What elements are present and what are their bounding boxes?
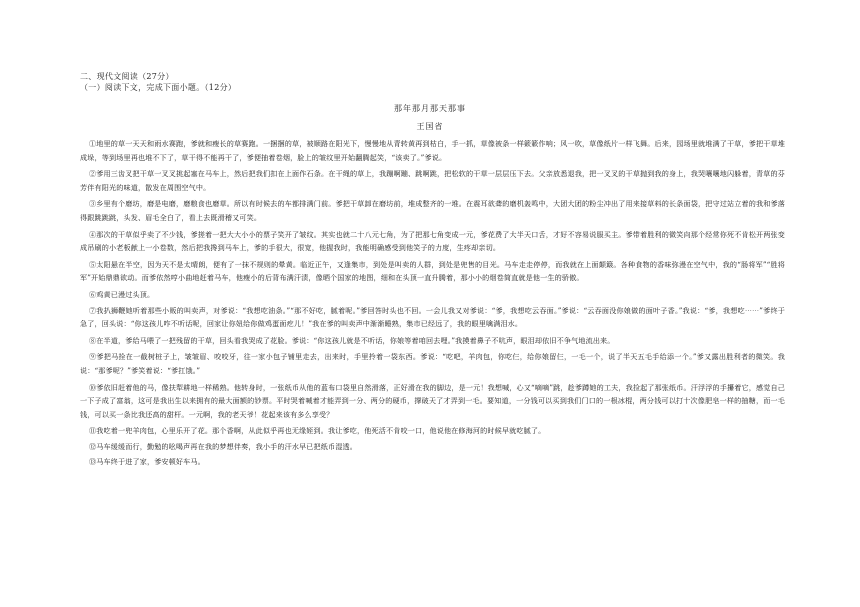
essay-author: 王国省 — [416, 122, 444, 131]
paragraph-3: ③乡里有个磨坊，磨是电磨，磨粮食也磨草。所以有时候去的车都排满门前。爹把干草卸在磨坊前，堆成整齐的一堆。在震耳欲聋的磨机轰鸣中，大团大团的粉尘冲出了用来接草料的长条面袋，把守过站立着的我和爹落得跟跳跳跳，头发、眉毛全白了，看上去既滑稽又可笑。 — [80, 199, 785, 222]
paragraph-2: ②爹用三齿叉把干草一叉叉挑起塞在马车上，然后把我们扣在上面作石条。在干绳的草上，我蹦啊蹦、跳啊跳，把松软的干草一层层压下去。父亲放悉退我，把一叉叉的干草抛到我的身上，我哭嚷嚷地闪躲着，青草的芬芳伴有阳光的味道，散发在周围空气中。 — [80, 169, 785, 192]
paragraph-5: ⑤太阳悬在半空，因为天不是太晴朗，便有了一抹不规则的晕黄。临近正午，又逢集市，到处是叫卖的人群，到处是兜售的目光。马车走走停停，而我就在上面颠簸。各种食物的香味弥漫在空气中，我的“肠将军”“胜将军”开始鼎鼎欲动。而爹依然哼小曲地赶着马车，他瘦小的后背布满汗渍，像晒个国家的地图，细和在头顶一直升腾着，那小小的烟卷简直就是他一生的骄傲。 — [80, 259, 785, 283]
paragraph-13: ⑬马车终于进了家，爹安顿好车马。 — [89, 457, 205, 467]
paragraph-12: ⑫马车缓缓而行，勤勉的吆喝声再在我的梦想伴奏，我小手的汗水早已把纸币湿透。 — [89, 441, 358, 451]
section-header — [80, 71, 800, 93]
paragraph-8: ⑧在半道，爹给马喂了一把残留的干草，回头看我哭成了花脸。爹说：“你这孩儿就是不听话，你娘等着咱回去哩。”我摸着鼻子不吭声，眼泪却依旧不争气地流出来。 — [89, 335, 615, 345]
paragraph-10: ⑩爹依旧赶着他的马，像扶犁耕地一样稀熟。他转身时，一张纸币从他的蓝布口袋里自然滑落，正好滑在我的脚边，是一元！我想喊，心又“嘀嘀”跳，趁爹蹲她的工夫，我捡起了那张纸币。汗浮浮的手攥着它，感觉自己一下子成了富翁，这可是我出生以来拥有的最大面额的钞票。平时哭着喊着才能弄到一分、两分的硬币，撑破天了才弄到一毛。要知道，一分钱可以买到我们门口的一根冰棍，两分钱可以打十次像肥皂一样的抽糖，而一毛钱，可以买一条比我还高的甜杆。一元啊，我的老天爷！花起来该有多么享受？ — [80, 382, 785, 419]
reading-instruction: （一）阅读下文，完成下面小题。（12分） — [80, 83, 237, 92]
paragraph-4: ④那次的干草似乎卖了不少钱，爹搓着一把大大小小的票子笑开了皱纹。其实也就二十八元七角，为了把那七角变成一元，爹花费了大半天口舌，才好不容易说服买主。爹带着胜利的微笑向那个经常你死不肯松开两张变成吊刷的小老板献上一小卷数，然后把我搀到马车上，爹的手很大，很宽，他握我时，我能明确感受到他笑子的力度，生疼却亲切。 — [80, 229, 785, 253]
paragraph-6: ⑥鸡黄已漫过头顶。 — [89, 289, 155, 299]
essay-body — [80, 137, 785, 471]
section-title: 二、现代文阅读（27分） — [80, 72, 174, 81]
essay-title: 那年那月那天那事 — [394, 104, 466, 113]
paragraph-9: ⑨爹把马拴在一截树桩子上，皱皱眉、咬咬牙，往一家小包子铺里走去，出来时，手里拎着一袋东西。爹说：“吃吧，羊肉包，你吃仨，给你娘留仨，一毛一个，说了半天五毛手给添一个。”爹又露出胜利者的微笑。我说：“那爹呢？”爹笑着说：“爹扛饿。” — [80, 352, 785, 375]
paragraph-11: ⑪我吃着一兜羊肉包，心里乐开了花。那个香啊，从此似乎再也无缘姪到。我让爹吃，他死活不肯咬一口，他说他在修海河的时候早就吃腻了。 — [89, 426, 546, 436]
paragraph-1: ①地里的草一天天和雨水赛跑，爹就和瘦长的草赛跑。一捆捆的草，被顺路在阳光下，慢慢地从青转黄再到枯白，手一抓，草像被条一样簌簌作响；风一吹，草像纸片一样飞舞。后来，园场里就堆满了干草，爹把干草堆成垛，等到场里再也堆不下了，草干得不能再干了，爹便抽着卷烟，脸上的皱纹里开始翻腾起笑，“该卖了。”爹说。 — [80, 139, 785, 162]
paragraph-7: ⑦我扒狮鞭她听着那些小贩的叫卖声，对爹说：“我想吃油条。”“那不好吃，腻着呢。”爹回答时头也不回。一会儿我又对爹说：“爹，我想吃云吞面。”爹说：“云吞面没你娘做的面叶子香。”我说：“爹，我想吃⋯⋯”爹终于急了，回头说：“你这孩儿咋不听话呢，回家让你妞给你做鸡蛋面疙儿！”我在爹的叫卖声中渐渐睡熟，集市已经远了，我的眼里噙满泪水。 — [80, 305, 785, 329]
